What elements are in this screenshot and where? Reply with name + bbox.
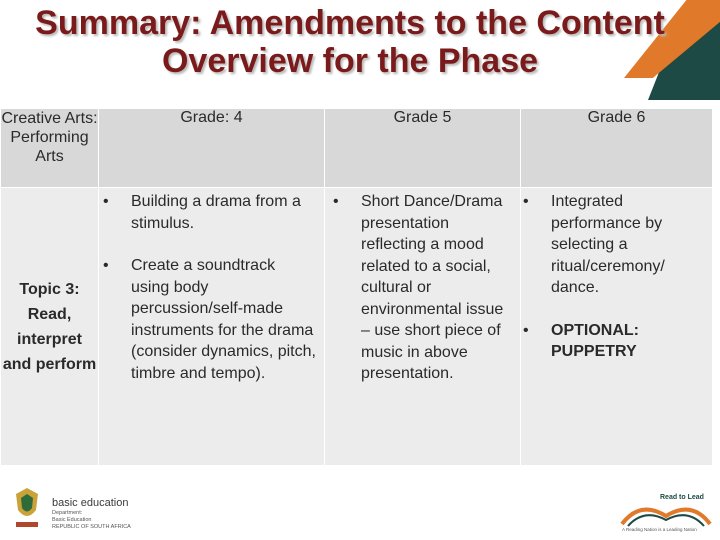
grade-4-item-1: Building a drama from a stimulus. xyxy=(131,193,301,232)
page-title: Summary: Amendments to the Content Overview for the Phase xyxy=(35,4,665,80)
table-row xyxy=(1,188,713,466)
grade-5-cell xyxy=(325,188,521,466)
grade-4-cell xyxy=(99,188,325,466)
topic-label xyxy=(1,188,99,466)
grade-4-header: Grade: 4 xyxy=(99,109,325,188)
table-header-row xyxy=(1,109,713,188)
bullet-icon: • xyxy=(523,193,529,210)
coat-of-arms-icon xyxy=(12,486,42,530)
list-item xyxy=(103,191,316,234)
grade-5-header: Grade 5 xyxy=(325,109,521,188)
grade-6-item-2: OPTIONAL: PUPPETRY xyxy=(551,321,639,360)
department-subtitle: Department: Basic Education REPUBLIC OF SOUTH AFRICA xyxy=(52,510,131,530)
bullet-icon: • xyxy=(523,321,529,339)
grade-4-item-2: Create a soundtrack using body percussion/self-made instruments for the drama (consider dynamics, pitch, timbre and tempo). xyxy=(131,257,316,382)
list-item xyxy=(103,255,316,384)
read-to-lead-tagline: A Reading Nation is a Leading Nation xyxy=(622,527,697,532)
list-item xyxy=(523,320,706,363)
list-item xyxy=(333,191,514,385)
list-item xyxy=(523,191,706,299)
bullet-icon: • xyxy=(333,193,339,210)
read-to-lead-title: Read to Lead xyxy=(660,494,704,501)
grade-5-item-1: Short Dance/Drama presentation reflecting a mood related to a social, cultural or environmental issue – use short piece of music in above presentation. xyxy=(361,193,504,382)
bullet-icon: • xyxy=(103,193,109,210)
content-table xyxy=(0,108,713,466)
topic-text: Topic 3: Read, interpret and perform xyxy=(2,280,97,373)
grade-6-header: Grade 6 xyxy=(521,109,713,188)
grade-6-cell xyxy=(521,188,713,466)
bullet-icon: • xyxy=(103,257,109,274)
department-name: basic education xyxy=(52,497,129,509)
subject-heading: Creative Arts: Performing Arts xyxy=(1,109,99,188)
grade-6-item-1: Integrated performance by selecting a ritual/ceremony/ dance. xyxy=(551,193,665,296)
